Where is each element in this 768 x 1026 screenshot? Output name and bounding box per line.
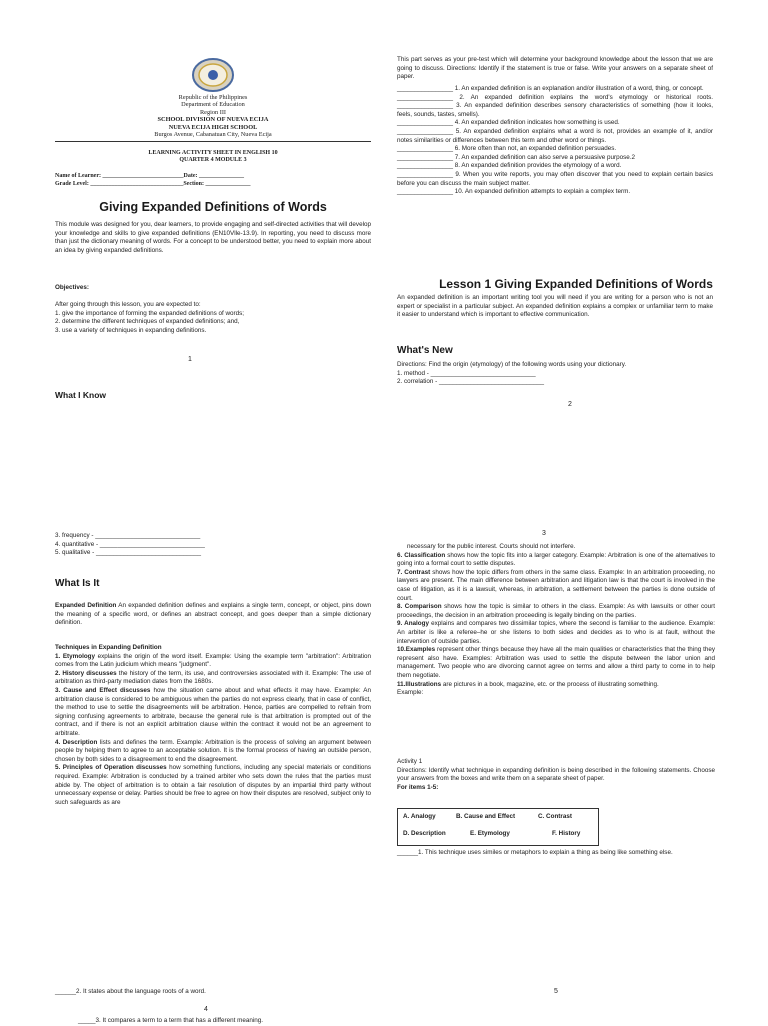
list-item: 3. Cause and Effect discusses how the situation came about and what effects it may have. Example: An arbitration clause is considered to be ambiguous when the parties do not express clearly, that in case of conflict, the method to use to settle the disagreements will be arbitration. Hence, parties are compelled to refrain from signing confusing agreements to arbitrate, because the general rule is that arbitration is prompted out of the contract, and if there is not an explicit arbitration clause within the contract it would not be an agreement to arbitrate. [55,686,372,737]
activity-item-3: _____3. It compares a term to a term that has a different meaning. [78,1017,264,1024]
choice-e: E. Etymology [470,830,510,837]
list-item: 2. correlation - ______________________________ [397,378,545,386]
techniques-continued: necessary for the public interest. Courts should not interfere. 6. Classification shows how the topic fits into a larger category. Example: Arbitration is one of the alternatives to going into a formal court to settle disputes. 7. Contrast shows how the topic differs from others in the same class. Example: In an arbitration proceeding, no lawyers are present. The main difference between arbitration and litigation law is that the court is involved in the case of litigation, as it is a lawsuit, whereas, in arbitration, a settlement between the parties is done outside of court. 8. Comparison shows how the topic is similar to others in the class. Example: As with lawsuits or other court proceedings, the decision in an arbitration proceeding is legally binding on the parties. 9. Analogy explains and compares two dissimilar topics, where the second is familiar to the audience. Example: An arbiter is like a referee–he or she listens to both sides and decides as to who is at fault, without the intervention of outside parties. 10.Examples represent other things because they have all the main qualities or characteristics that the thing they represent also have. Examples: Arbitration was used to settle the dispute between the labor union and management. Two people who are divorcing cannot agree on terms and allow a third party to come in to help them negotiate. 11.Illustrations are pictures in a book, magazine, etc. or the process of illustrating something. Example: [397,543,716,697]
sheet-title: LEARNING ACTIVITY SHEET IN ENGLISH 10 QUARTER 4 MODULE 3 [148,150,278,164]
pretest-intro: This part serves as your pre-test which will determine your background knowledge about the lesson that we are going to discuss. Directions: Identify if the statement is true or false. Write your answers on a separate sheet of paper. [397,56,713,81]
school-header: Republic of the Philippines Department of Education Region III SCHOOL DIVISION OF NUEVA ECIJA NUEVA ECIJA HIGH SCHOOL Burgos Avenue, Cabanatuan City, Nueva Ecija [154,94,272,139]
lesson-intro: An expanded definition is an important writing tool you will need if you are writing for a person who is not an expert or specialist in a particular subject. An expanded definition explains a complex or unfamiliar term to make it easier to understand which is important to effective communication. [397,294,713,319]
activity-title: Activity 1 [397,758,423,765]
choice-b: B. Cause and Effect [456,813,516,820]
list-item: ________________ 8. An expanded definition provides the etymology of a word. [397,162,622,170]
page-3 [0,512,384,1024]
etymology-words [55,532,371,558]
deped-seal-icon [175,58,251,92]
activity-1 [397,758,715,792]
objectives-list: After going through this lesson, you are expected to: 1. give the importance of forming the expanded definitions of words; 2. determine the different techniques of expanded definitions; and, 3. use a variety of techniques in expanding definitions. [55,301,245,334]
techniques-list: Techniques in Expanding Definition 1. Etymology explains the origin of the word itself. Example: Using the example term "arbitration": Arbitration comes from the Latin judicium which means "judgment". 2. History discusses the history of the term, its use, and controversies associated with it. Example: The use of arbitration as third-party mediation dates from the 1680s. 3. Cause and Effect discusses how the situation came about and what effects it may have. Example: An arbitration clause is considered to be ambiguous when the parties do not express clearly, that in case of conflict, the method to use to settle the disagreements will be arbitration. Hence, parties are compelled to refrain from signing confusing agreements to arbitrate, because the general rule is that arbitration is prompted out of the contract, and if there is not an explicit arbitration clause within the contract it would not be an agreement to arbitrate. 4. Description lists and defines the term. Example: Arbitration is the process of solving an argument between people by helping them to agree to an acceptable solution. It is the formal process of having an outside person, chosen by both sides to a disagreement to end the disagreement. 5. Principles of Operation discusses how something functions, including any special materials or conditions required. Example: Arbitration is conducted by a trained arbiter who sets down the rules that the parties must abide by. The object of arbitration is to obtain a fair resolution of disputes by an impartial third party without unnecessary expense or delay. Parties should be free to agree on how their disputes are resolved, subject only to such safeguards as are [55,644,372,806]
list-item: 11.Illustrations are pictures in a book, magazine, etc. or the process of illustrating something. [397,680,659,688]
list-item: 4. Description lists and defines the term. Example: Arbitration is the process of solving an argument between people by helping them to agree to an acceptable solution. It is the formal process of having an outside person, chosen by both sides to a disagreement to end the disagreement. [55,738,371,763]
list-item: 7. Contrast shows how the topic differs from others in the same class. Example: In an arbitration proceeding, no lawyers are present. The main difference between arbitration and litigation law is that the court is involved in the case of litigation, as it is a lawsuit, whereas, in arbitration, a settlement between the parties is done outside of court. [397,568,716,602]
page-number: 4 [204,1006,208,1013]
for-items-label: For items 1-5: [397,783,439,791]
list-item: 5. Principles of Operation discusses how something functions, including any special materials or conditions required. Example: Arbitration is conducted by a trained arbiter who sets down the rules that the parties must abide by. The object of arbitration is to obtain a fair resolution of disputes by an impartial third party without unnecessary expense or delay. Parties should be free to agree on how their disputes are resolved, subject only to such safeguards as are [55,764,371,806]
page-2 [384,0,768,512]
page-5 [384,512,768,1024]
list-item: 10.Examples represent other things because they have all the main qualities or characteristics that the thing they represent also have. Examples: Arbitration was used to settle the dispute between the labor union and management. Two people who are divorcing cannot agree on terms and allow a third party to come in to help them negotiate. [397,646,715,679]
activity-item-1: ______1. This technique uses similes or metaphors to explain a thing as being like something else. [397,849,673,856]
list-item: ________________ 9. When you write reports, you may often discover that you need to explain certain basics before you can discuss the main subject matter. [397,170,713,187]
answer-choices-box [397,808,599,846]
section-heading-what-i-know: What I Know [55,390,106,400]
page-title: Giving Expanded Definitions of Words [99,200,327,214]
section-heading-whats-new: What's New [397,345,453,356]
choice-c: C. Contrast [538,813,572,820]
list-item: 3. frequency - ______________________________ [55,532,201,539]
learner-fields [55,173,251,188]
page-number: 1 [188,356,192,363]
grade-line: Grade Level: _______________________________Section: _______________ [55,180,251,187]
list-item: ________________ 10. An expanded definition attempts to explain a complex term. [397,188,631,196]
objectives-heading: Objectives: [55,284,89,291]
list-item: 5. qualitative - ______________________________ [55,549,202,557]
activity-item-2: ______2. It states about the language roots of a word. [55,988,206,995]
list-item: ________________ 6. More often than not, an expanded definition persuades. [397,145,617,153]
name-line: Name of Learner: ___________________________Date: _______________ [55,173,244,179]
list-item: 4. quantitative - ______________________________ [55,540,205,548]
list-item: 6. Classification shows how the topic fits into a larger category. Example: Arbitration is one of the alternatives to going into a formal court to settle disputes. [397,551,715,568]
choice-f: F. History [552,830,581,837]
list-item: 2. History discusses the history of the term, its use, and controversies associated with it. Example: The use of arbitration as third-party mediation dates from the 1680s. [55,669,371,686]
lesson-title: Lesson 1 Giving Expanded Definitions of Words [439,277,713,291]
list-item: ________________ 4. An expanded definition indicates how something is used. [397,119,620,127]
list-item: 9. Analogy explains and compares two dissimilar topics, where the second is familiar to the audience. Example: An arbiter is like a referee–he or she listens to both sides and decides as to who is at fault, without the intervention of outside parties. [397,620,715,645]
expanded-definition-paragraph: Expanded Definition An expanded definition defines and explains a single term, concept, or object, pins down the meaning of a specific word, or defines an abstract concept, and goes deeper than a simple dictionary definition. [55,602,371,627]
whats-new-directions: Directions: Find the origin (etymology) of the following words using your dictionary. 1. method - ______________________________ 2. correlation - ______________________________ [397,361,713,387]
list-item: 8. Comparison shows how the topic is similar to others in the class. Example: As with lawsuits or other court proceedings, the decision in an arbitration proceeding is legally binding on the parties. [397,603,715,619]
choice-d: D. Description [403,830,446,837]
page-number-top: 3 [542,530,546,537]
list-item: ________________ 1. An expanded definition is an explanation and/or illustration of a word, thing, or concept. [397,85,704,92]
list-item: ________________ 5. An expanded definition explains what a word is not, provides an example of it, and/or notes similarities or differences between this term and other word or things. [397,127,713,144]
section-heading-what-is-it: What Is It [55,578,100,589]
header-divider [55,141,371,142]
choice-a: A. Analogy [403,813,436,820]
list-item: 1. Etymology explains the origin of the word itself. Example: Using the example term "arbitration": Arbitration comes from the Latin judicium which means "judgment". [55,652,371,669]
pretest-items [397,85,713,197]
page-number: 5 [554,988,558,995]
activity-directions: Directions: Identify what technique in expanding definition is being described in the following statements. Choose your answers from the boxes and write them on a separate sheet of paper. [397,766,715,783]
page-number: 2 [568,401,572,408]
list-item: ________________ 2. An expanded definition explains the word's etymology or historical roots. ________________ 3. An expanded definition describes sensory characteristics of something (how it looks, feels, sounds, tastes, smells). [397,93,713,118]
list-item: 1. method - ______________________________ [397,369,536,377]
list-item: ________________ 7. An expanded definition can also serve a persuasive purpose.2 [397,153,636,161]
page-1 [0,0,384,512]
intro-paragraph: This module was designed for you, dear learners, to provide engaging and self-directed activities that will develop your knowledge and skills to give expanded definitions (EN10Vlle-13.9). In reporting, you need to discuss more than just the dictionary meaning of words. For a concept to be understood better, you need to explain more about an idea by giving expanded definitions. [55,221,371,254]
